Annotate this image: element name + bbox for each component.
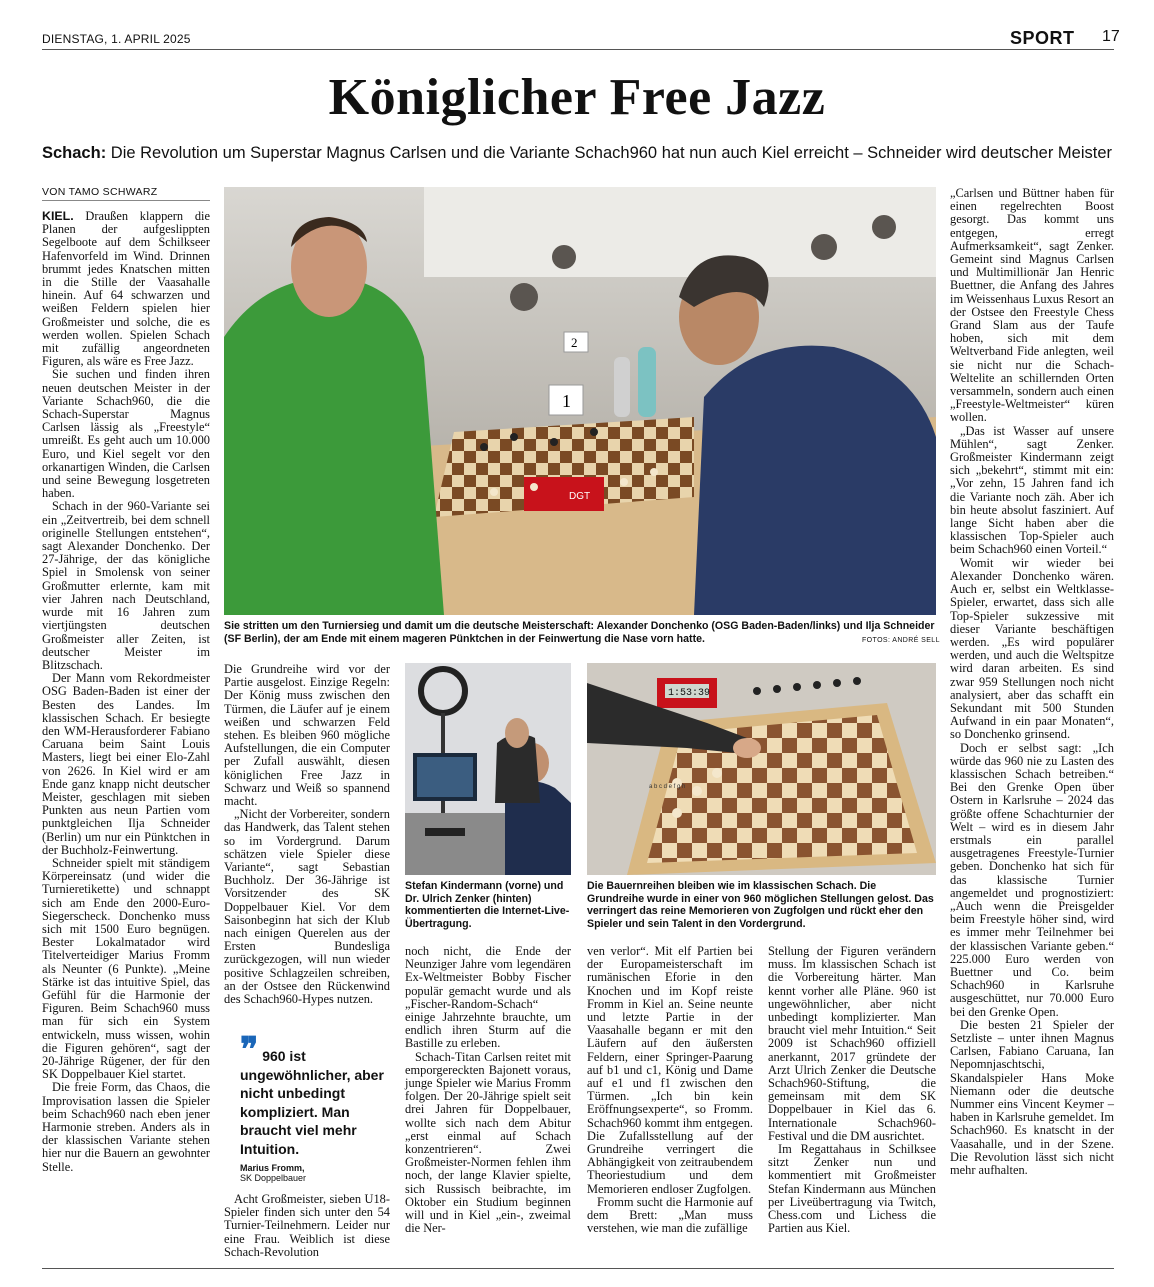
paragraph: „Das ist Wasser auf unsere Mühlen“, sagt Zenker. Großmeister Kindermann zeigt sich „bekehrt“, stimmt mit ein: „Vor zehn, 15 Jahren fand ich die Variante noch zäh. Aber ich bin heute absolut fasziniert. Auf lange Sicht haben aber die klassischen Top-Spieler auch beim Schach960 einen Vorteil.“ [950,423,1114,557]
article-column-2-bottom [224,1193,390,1259]
photo-commentators-illustration [405,663,571,875]
quote-text: 960 ist ungewöhnlicher, aber nicht unbedingt kompliziert. Man braucht viel mehr Intuition. [240,1048,384,1157]
article-column-6 [950,187,1114,1177]
paragraph: Die freie Form, das Chaos, die Improvisation lassen die Spieler beim Schach960 nach eben jener Harmonie streben. Anders als in der klassischen Variante stehen hier nur die Bauern an gewohnter Stelle. [42,1080,210,1174]
paragraph: Womit wir wieder bei Alexander Donchenko wären. Auch er, selbst ein Weltklasse-Spieler, erwartet, dass sich alle Top-Spieler sukzessive mit dieser Variante beschäftigen werden. „Es wird populärer werden, und auch die Weltspitze wird daran arbeiten. Es sind zwar 959 Stellungen noch nicht analysiert, aber das schafft ein Sekundant mit 500 Stunden Aufwand in ein paar Monaten“, so Donchenko grinsend. [950,555,1114,742]
main-photo-players [224,187,936,615]
quote-author: Marius Fromm, [240,1162,305,1173]
paragraph: Im Regattahaus in Schilksee sitzt Zenker nun und kommentiert mit Großmeister Stefan Kindermann aus München per Liveübertragung via Twitch, Chess.com und Lichess die Partien aus Kiel. [768,1142,936,1236]
clock-display: 1:53:39 [668,688,711,699]
paragraph: ven verlor“. Mit elf Partien bei der Europameisterschaft im rumänischen Eforie in den Knochen und im Kopf reiste Fromm in Kiel an. Seine neunte und letzte Partie in der Vaasahalle begann er mit den Läufern auf den äußersten Feldern, einer Springer-Paarung auf b1 und c1, König und Dame auf e1 und f1 zwischen den Türmen. „Ich bin kein Eröffnungsexperte“, so Fromm. Schach960 kommt ihm entgegen. Die Zufallsstellung auf der Grundreihe verringert die Abhängigkeit von zeitraubendem Theoriestudium und dem Memorieren endloser Zugfolgen. [587,944,753,1196]
photo3-caption: Die Bauernreihen bleiben wie im klassischen Schach. Die Grundreihe wurde in einer von 960 möglichen Stellungen gelost. Das verringert das reine Memorieren von Zugfolgen und rückt eher den Spieler und sein Talent in den Vordergrund. [587,880,934,930]
paragraph: Sie suchen und finden ihren neuen deutschen Meister in der Variante Schach960, die die Schach-Superstar Magnus Carlsen lässig als „Freestyle“ umreißt. Es geht auch um 10.000 Euro, und Kiel segelt vor den orkanartigen Winden, die Carlsen und seine Bewegung losgetreten haben. [42,367,210,501]
article-column-2 [224,663,390,1006]
paragraph: Acht Großmeister, sieben U18-Spieler finden sich unter den 54 Turnier-Teilnehmern. Leider nur eine Frau. Weiblich ist diese Schach-Revolution [224,1192,390,1259]
paragraph: Draußen klappern die Planen der aufgeslippten Segelboote auf dem Schilkseer Hafenvorfeld im Wind. Drinnen brummt jedes Knatschen mitten in die Stille der Vaasahalle hinein. Auf 64 schwarzen und weißen Feldern spielen hier Großmeister und solche, die es werden wollen. Spielen Schach mit zufällig angeordneten Figuren, als wäre es Free Jazz. [42,209,210,369]
paragraph: Schneider spielt mit ständigem Körpereinsatz (und wider die Turnieretikette) und schnappt sich am Ende den 2000-Euro-Siegerscheck. Donchenko muss sich mit 1500 Euro begnügen. Bester Lokalmatador wird Titelverteidiger Marius Fromm als Neunter (6 Punkte). „Meine Stärke ist das intuitive Spiel, das Gefühl für die Harmonie der Figuren. Beim Schach960 muss man für sich ein System entwickeln, muss wissen, wohin die Figuren gehören“, sagt der 20-Jährige Rügener, der für den SK Doppelbauer Kiel startet. [42,855,210,1082]
paragraph: Der Mann vom Rekordmeister OSG Baden-Baden ist einer der Besten des Landes. Im klassischen Schach. Er besiegte den WM-Herausforderer Fabiano Caruana beim Saint Louis Masters, liegt bei einer Elo-Zahl von 2626. In Kiel wird er am Ende ganz knapp nicht deutscher Meister, geschlagen mit sieben Punkten aus neun Partien vom punktgleichen Ilja Schneider (Berlin) um nur ein Pünktchen in der Buchholz-Feinwertung. [42,671,210,857]
main-photo-illustration [224,187,936,615]
paragraph: Die Grundreihe wird vor der Partie ausgelost. Einzige Regeln: Der König muss zwischen den Türmen, die Läufer auf je einem weißen und schwarzen Feld stehen. Es bleiben 960 mögliche Aufstellungen, die ein Computer per Zufall auswählt, diesen königlichen Free Jazz in Schwarz und Weiß so spannend macht. [224,662,390,809]
paragraph: noch nicht, die Ende der Neunziger Jahre vom legendären Ex-Weltmeister Bobby Fischer populär gemacht wurde und als „Fischer-Random-Schach“ einige Jahrzehnte brauchte, um endlich ihren Sturm auf die Bastille zu erleben. [405,944,571,1051]
byline: VON TAMO SCHWARZ [42,186,158,198]
water-bottle [638,347,656,417]
table-number: 2 [571,335,578,350]
issue-date: DIENSTAG, 1. APRIL 2025 [42,32,191,46]
chess-clock [524,477,604,511]
quote-marks-icon: ❞ [240,1031,259,1069]
quote-author-club: SK Doppelbauer [240,1172,307,1183]
photo-chessboard-illustration [587,663,936,875]
paragraph: Die besten 21 Spieler der Setzliste – unter ihnen Magnus Carlsen, Fabiano Caruana, Ian Nepomnjaschtschi, Skandalspieler Hans Moke Niemann oder die deutsche Nummer eins Vincent Keymer – haben in Karlsruhe gemeldet. Im Schach960. Es knatscht in der Vaasahalle, und in der Szene. Die Revolution lässt sich nicht mehr aufhalten. [950,1017,1114,1178]
headline: Königlicher Free Jazz [328,69,826,126]
paragraph: Stellung der Figuren verändern muss. Im klassischen Schach ist die Vorbereitung härter. Man kennt vorher alle Pläne. 960 ist ungewöhnlicher, aber nicht unbedingt komplizierter. Man braucht viel mehr Intuition.“ Seit 2009 ist Schach960 offiziell anerkannt, 2017 gründete der Arzt Ulrich Zenker die Deutsche Schach960-Stiftung, die gemeinsam mit dem SK Doppelbauer in Kiel das 6. Internationale Schach960-Festival und die DM ausrichtet. [768,944,936,1143]
paragraph: Schach in der 960-Variante sei ein „Zeitvertreib, bei dem schnell originelle Stellungen entstehen“, sagt Alexander Donchenko. Der 27-Jährige, der das königliche Spiel in Smolensk von seiner Großmutter erlernte, kam mit vier Jahren nach Deutschland, wurde mit 16 Jahren zum viertjüngsten deutschen Großmeister aller Zeiten, ist deutscher Meister im Blitzschach. [42,499,210,672]
subheadline-kicker: Schach: [42,144,107,162]
clock-brand: DGT [569,491,591,502]
photo-chessboard [587,663,936,875]
board-coordinates: a b c d e f g h [649,784,686,790]
pull-quote [240,1031,400,1183]
byline-divider [42,200,210,201]
player-donchenko [224,277,444,615]
article-column-3 [405,945,571,1235]
table-number: 1 [562,391,571,411]
player-schneider [694,346,936,615]
subheadline-text: Die Revolution um Superstar Magnus Carlsen und die Variante Schach960 hat nun auch Kiel erreicht – Schneider wird deutscher Meister [106,144,1113,162]
article-column-1 [42,210,210,1174]
photo-commentators [405,663,571,875]
header-divider [42,49,1114,50]
page-number: 17 [1102,28,1120,45]
paragraph: Fromm sucht die Harmonie auf dem Brett: „Man muss verstehen, wie man die zufällige [587,1194,753,1236]
paragraph: Schach-Titan Carlsen reitet mit emporgereckten Bajonett voraus, junge Spieler wie Marius Fromm folgen. Der 20-Jährige spielt seit drei Jahren für Doppelbauer, wollte sich nach dem Abitur „erst einmal auf Schach konzentrieren“. Zwei Großmeister-Normen fehlen ihm noch, der lange Klavier spielte, sich Russisch beibrachte, im Oktober ein Studium beginnen will und in Kiel „ein-, zweimal die Ner- [405,1049,571,1236]
article-column-4 [587,945,753,1235]
paragraph: Doch er selbst sagt: „Ich würde das 960 nie zu Lasten des klassischen Schach betreiben.“ Bei den Grenke Open über Ostern in Karlsruhe – 2024 das größte offene Schachturnier der Welt – wird es in diesem Jahr erstmals ein parallel ausgetragenes Freestyle-Turnier geben. Donchenko hat sich für das klassische Turnier angemeldet und prognostiziert: „Auch wenn die Preisgelder beim Freestyle höher sind, wird es immer mehr Teilnehmer bei der klassischen Variante geben.“ 225.000 Euro werden von Buettner und Co. beim Schach960 in Karlsruhe ausgeschüttet, nur 70.000 Euro bei den Grenke Open. [950,740,1114,1019]
section-title: SPORT [1010,28,1075,48]
dateline: KIEL. [42,209,74,223]
photo-credit: FOTOS: ANDRÉ SELL [862,637,940,644]
paragraph: „Nicht der Vorbereiter, sondern das Handwerk, das Talent stehen so im Vordergrund. Darum schätzen viele Spieler diese Variante“, sagt Sebastian Buchholz. Der 36-Jährige ist Vorsitzender des SK Doppelbauer Kiel. Vor dem Saisonbeginn hat sich der Klub nach einigen Querelen aus der Ersten Bundesliga zurückgezogen, will nun wieder positive Schlagzeilen schreiben, an der Ostsee den Rückenwind des Schach960-Hypes nutzen. [224,807,390,1007]
footer-divider [42,1268,1114,1269]
main-photo-caption: Sie stritten um den Turniersieg und damit um die deutsche Meisterschaft: Alexander Donchenko (OSG Baden-Baden/links) und Ilja Schneider (SF Berlin), der am Ende mit einem mageren Pünktchen in der Feinwertung die Nase vorn hatte. [224,620,935,645]
photo2-caption: Stefan Kindermann (vorne) und Dr. Ulrich Zenker (hinten) kommentierten die Internet-Live-Übertragung. [405,880,570,930]
paragraph: „Carlsen und Büttner haben für einen regelrechten Boost gesorgt. Das kommt uns entgegen, erregt Aufmerksamkeit“, sagt Zenker. Gemeint sind Magnus Carlsen und Multimillionär Jan Henric Buettner, die Anfang des Jahres im Weissenhaus Luxus Resort an der Ostsee den Freestyle Chess Grand Slam aus der Taufe hoben, sich mit dem Weltverband Fide anlegten, weil sie nicht nur die Schach-Weltelite an schillernden Orten versammeln, sondern auch einen „Freestyle-Weltmeister“ küren wollen. [950,186,1114,425]
article-column-5 [768,945,936,1235]
subheadline [42,144,1122,163]
